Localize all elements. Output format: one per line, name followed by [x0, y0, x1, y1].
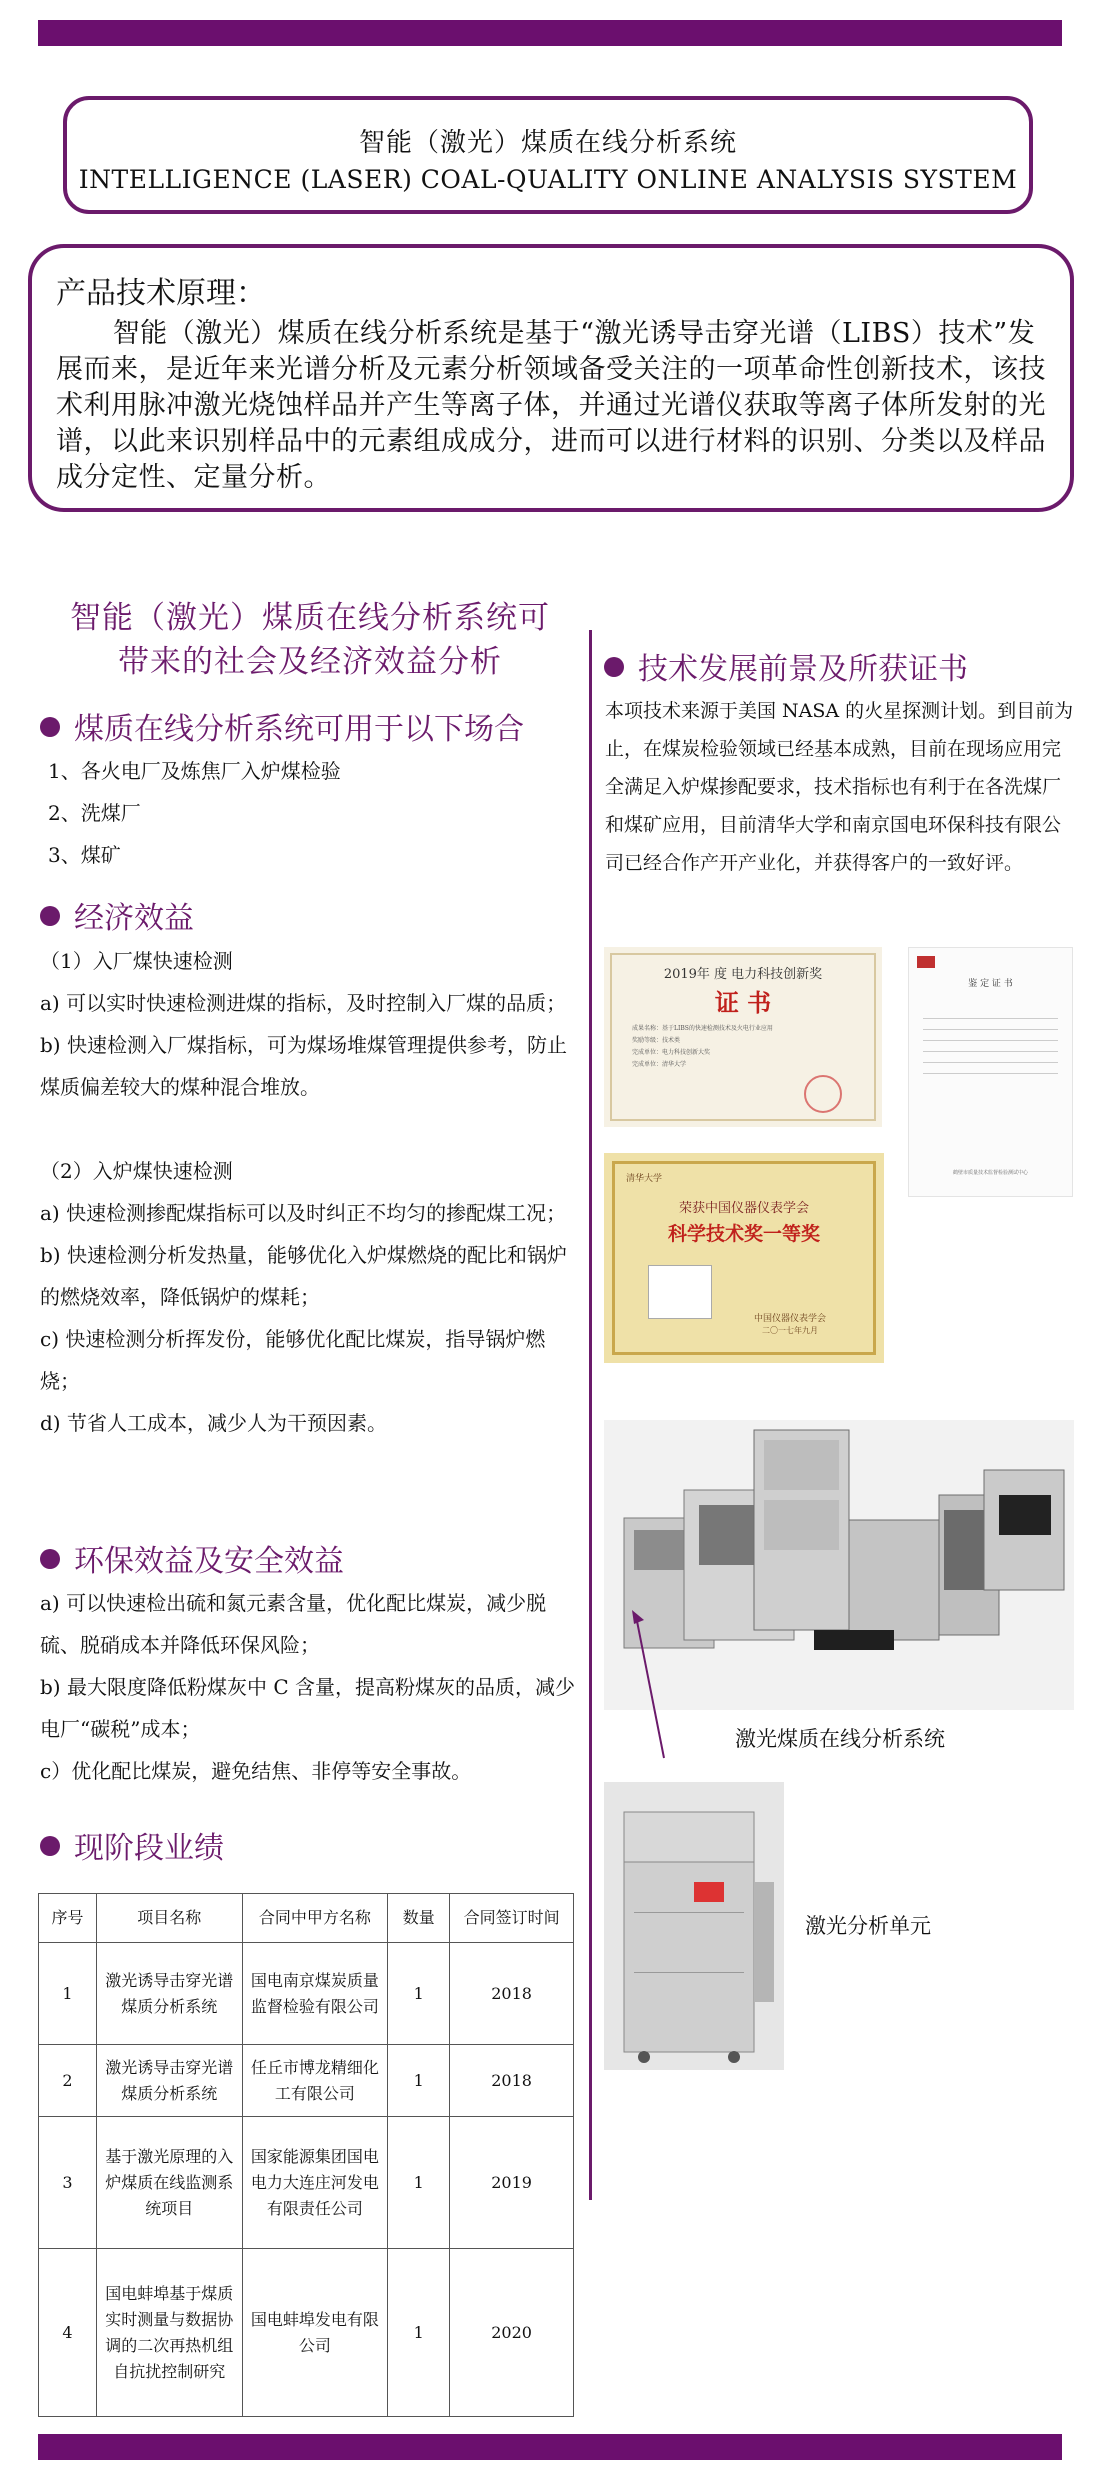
left-column-title [40, 596, 580, 684]
cert3-line1: 荣获中国仪器仪表学会 [678, 1201, 809, 1216]
machine-system-icon [604, 1420, 1074, 1710]
table-header-cell: 合同签订时间 [450, 1894, 574, 1943]
performance-table [38, 1893, 574, 2417]
cert1-lines [632, 1023, 773, 1071]
seal-stamp-icon [804, 1075, 842, 1113]
list-item: a) 可以快速检出硫和氮元素含量，优化配比煤炭，减少脱硫、脱硝成本并降低环保风险； [40, 1591, 547, 1657]
table-header-cell: 合同中甲方名称 [242, 1894, 388, 1943]
list-item: a) 可以实时快速检测进煤的指标，及时控制入厂煤的品质； [40, 991, 567, 1015]
bottom-banner-bar [38, 2434, 1062, 2460]
table-cell: 1 [388, 1943, 450, 2045]
list-item: b) 快速检测入厂煤指标，可为煤场堆煤管理提供参考，防止煤质偏差较大的煤种混合堆放。 [40, 1033, 567, 1099]
column-divider [589, 630, 592, 2200]
online-analysis-system-image [604, 1420, 1074, 1710]
cert3-org: 中国仪器仪表学会 [754, 1314, 827, 1324]
applications-heading [40, 710, 524, 750]
cert1-line: 完成单位：电力科技创新大奖 [632, 1049, 711, 1056]
applications-heading-text: 煤质在线分析系统可用于以下场合 [74, 712, 524, 747]
table-cell: 1 [388, 2249, 450, 2417]
principle-box [28, 244, 1074, 512]
table-cell: 国家能源集团国电电力大连庄河发电有限责任公司 [242, 2117, 388, 2249]
cert3-top-left: 清华大学 [626, 1174, 663, 1184]
cert3-date: 二〇一七年九月 [762, 1326, 818, 1335]
table-row [39, 2249, 574, 2417]
certificate-innovation-award [604, 947, 882, 1127]
table-cell: 2 [39, 2045, 97, 2117]
table-cell: 国电南京煤炭质量监督检验有限公司 [242, 1943, 388, 2045]
cert1-title: 2019年 度 电力科技创新奖 [663, 967, 823, 982]
cert1-line: 完成单位：清华大学 [632, 1061, 687, 1068]
table-cell: 2018 [450, 2045, 574, 2117]
cert1-line: 成果名称：基于LIBS的快速检测技术及火电行业应用 [632, 1025, 773, 1032]
list-item: 1、各火电厂及炼焦厂入炉煤检验 [48, 759, 341, 783]
caption-analysis-system: 激光煤质在线分析系统 [735, 1727, 945, 1751]
table-row [39, 2117, 574, 2249]
table-header-cell: 项目名称 [96, 1894, 242, 1943]
economic-heading-text: 经济效益 [74, 901, 194, 936]
list-item: b) 最大限度降低粉煤灰中 C 含量，提高粉煤灰的品质，减少电厂“碳税”成本； [40, 1675, 575, 1741]
cert3-big-text: 科学技术奖一等奖 [667, 1223, 820, 1245]
cert2-title: 鉴 定 证 书 [968, 979, 1013, 989]
table-cell: 4 [39, 2249, 97, 2417]
economic-sub-2: （2）入炉煤快速检测 [40, 1159, 233, 1183]
table-row [39, 2045, 574, 2117]
table-header-cell: 序号 [39, 1894, 97, 1943]
table-cell: 2019 [450, 2117, 574, 2249]
table-cell: 2020 [450, 2249, 574, 2417]
bullet-dot-icon [40, 717, 60, 737]
economic-sub-1: （1）入厂煤快速检测 [40, 949, 233, 973]
list-item: a) 快速检测掺配煤指标可以及时纠正不均匀的掺配煤工况； [40, 1201, 567, 1225]
title-box [63, 96, 1033, 214]
table-header-cell: 数量 [388, 1894, 450, 1943]
table-cell: 1 [388, 2045, 450, 2117]
list-item: d) 节省人工成本，减少人为干预因素。 [40, 1411, 387, 1435]
principle-text: 智能（激光）煤质在线分析系统是基于“激光诱导击穿光谱（LIBS）技术”发展而来，是近年来光谱分析及元素分析领域备受关注的一项革命性创新技术，该技术利用脉冲激光烧蚀样品并产生等离子体，并通过光谱仪获取等离子体所发射的光谱，以此来识别样品中的元素组成成分，进而可以进行材料的识别、分类以及样品成分定性、定量分析。 [56, 318, 1046, 493]
table-cell: 国电蚌埠发电有限公司 [242, 2249, 388, 2417]
analysis-unit-icon [604, 1782, 784, 2070]
bullet-dot-icon [40, 1836, 60, 1856]
performance-heading [40, 1829, 224, 1869]
performance-heading-text: 现阶段业绩 [74, 1831, 224, 1866]
caption-analysis-unit: 激光分析单元 [805, 1914, 931, 1938]
table-header-row [39, 1894, 574, 1943]
laser-analysis-unit-image [604, 1782, 784, 2070]
cert2-footer: 鹤壁市质量技术监督检验测试中心 [952, 1170, 1028, 1176]
left-title-line-2: 带来的社会及经济效益分析 [118, 644, 502, 680]
pointer-arrow-icon [630, 1610, 670, 1760]
table-cell: 1 [388, 2117, 450, 2249]
prospects-heading [604, 650, 968, 690]
bullet-dot-icon [40, 906, 60, 926]
table-cell: 激光诱导击穿光谱煤质分析系统 [96, 2045, 242, 2117]
economic-body [40, 940, 575, 1444]
cert3-inner-document [648, 1265, 712, 1319]
cert1-line: 奖励等级：技术类 [632, 1037, 681, 1044]
list-item: c) 快速检测分析挥发份，能够优化配比煤炭，指导锅炉燃烧； [40, 1327, 546, 1393]
environment-heading-text: 环保效益及安全效益 [74, 1544, 344, 1579]
bullet-dot-icon [604, 657, 624, 677]
environment-body [40, 1582, 575, 1792]
cert2-lines [923, 1008, 1058, 1084]
table-cell: 基于激光原理的入炉煤质在线监测系统项目 [96, 2117, 242, 2249]
logo-icon [917, 956, 935, 968]
table-cell: 国电蚌埠基于煤质实时测量与数据协调的二次再热机组自抗扰控制研究 [96, 2249, 242, 2417]
environment-heading [40, 1542, 344, 1582]
certificate-science-award [604, 1153, 884, 1363]
applications-list [48, 750, 568, 876]
economic-heading [40, 899, 194, 939]
table-cell: 1 [39, 1943, 97, 2045]
list-item: c）优化配比煤炭，避免结焦、非停等安全事故。 [40, 1759, 472, 1783]
top-banner-bar [38, 20, 1062, 46]
title-chinese: 智能（激光）煤质在线分析系统 [358, 128, 737, 158]
list-item: 2、洗煤厂 [48, 801, 141, 825]
table-cell: 任丘市博龙精细化工有限公司 [242, 2045, 388, 2117]
left-title-line-1: 智能（激光）煤质在线分析系统可 [70, 600, 550, 636]
prospects-heading-text: 技术发展前景及所获证书 [638, 652, 968, 687]
bullet-dot-icon [40, 1549, 60, 1569]
list-item: 3、煤矿 [48, 843, 121, 867]
principle-heading: 产品技术原理： [56, 276, 266, 311]
table-row [39, 1943, 574, 2045]
table-cell: 3 [39, 2117, 97, 2249]
table-cell: 激光诱导击穿光谱煤质分析系统 [96, 1943, 242, 2045]
title-english: INTELLIGENCE (LASER) COAL-QUALITY ONLINE ANALYSIS SYSTEM [78, 165, 1018, 194]
certificate-appraisal [908, 947, 1073, 1197]
table-cell: 2018 [450, 1943, 574, 2045]
prospects-text: 本项技术来源于美国 NASA 的火星探测计划。到目前为止，在煤炭检验领域已经基本成熟，目前在现场应用完全满足入炉煤掺配要求，技术指标也有利于在各洗煤厂和煤矿应用，目前清华大学和南京国电环保科技有限公司已经合作产开产业化，并获得客户的一致好评。 [605, 700, 1074, 874]
list-item: b) 快速检测分析发热量，能够优化入炉煤燃烧的配比和锅炉的燃烧效率，降低锅炉的煤耗； [40, 1243, 567, 1309]
cert1-big-text: 证 书 [714, 988, 772, 1017]
